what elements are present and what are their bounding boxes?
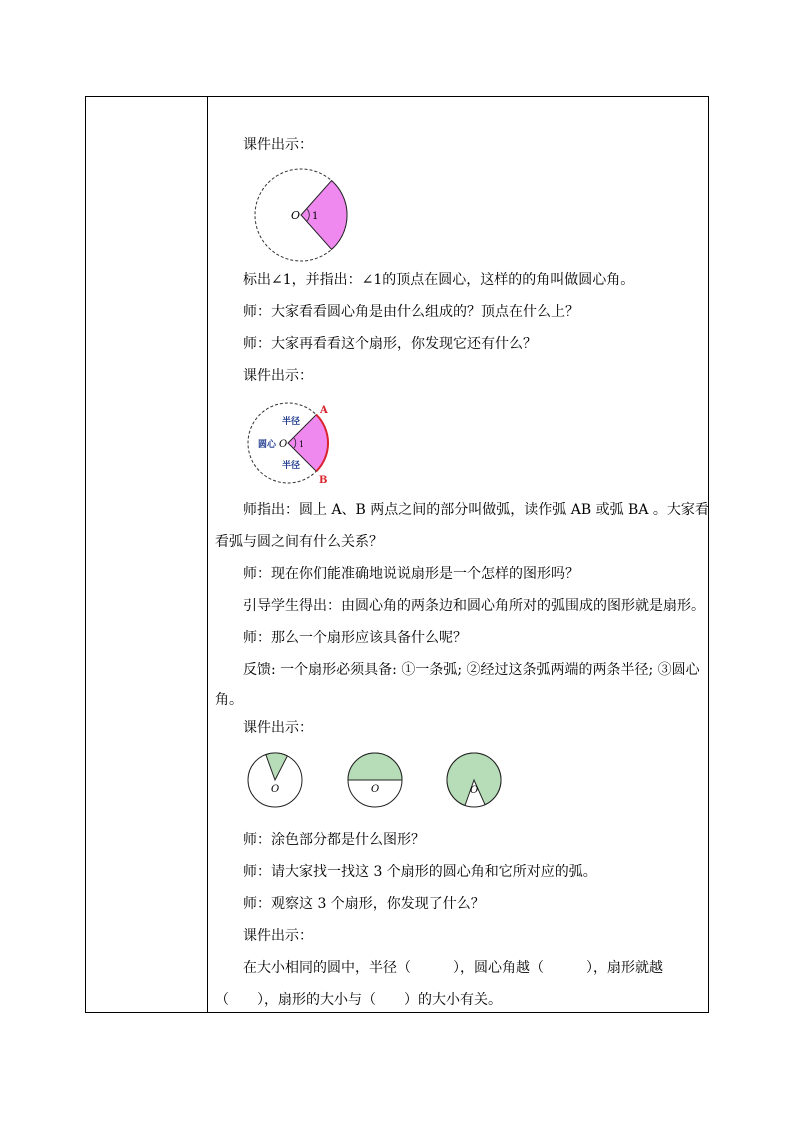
- center-o-label-2: O: [279, 439, 288, 450]
- sector-figure-3: [246, 750, 508, 810]
- angle-1-label-2: 1: [299, 440, 305, 449]
- courseware-label-1: 课件出示：: [243, 137, 313, 153]
- courseware-label-4: 课件出示：: [243, 928, 313, 944]
- line-question-3: 师：现在你们能准确地说说扇形是一个怎样的图形吗？: [243, 566, 579, 582]
- line-arc-definition-b: 看弧与圆之间有什么关系？: [215, 534, 383, 550]
- point-b-label: B: [319, 475, 328, 486]
- sector-figure-1: [250, 166, 354, 264]
- angle-1-label: 1: [312, 211, 319, 222]
- line-arc-definition-a: 师指出：圆上 A、B 两点之间的部分叫做弧，读作弧 AB 或弧 BA 。大家看: [243, 502, 709, 518]
- center-label: 圆心: [258, 440, 277, 450]
- circle-2-center: O: [371, 784, 380, 795]
- line-question-7: 师：观察这 3 个扇形，你发现了什么？: [243, 896, 485, 912]
- sector-figure-2: [244, 400, 344, 488]
- circle-3-center: O: [470, 785, 479, 796]
- radius-bottom-label: 半径: [282, 461, 301, 471]
- point-a-label: A: [320, 405, 328, 416]
- line-fill-blank-b: （ ），扇形的大小与（ ）的大小有关。: [215, 992, 502, 1008]
- line-question-4: 师：那么一个扇形应该具备什么呢？: [243, 630, 467, 646]
- circle-half-sector: [348, 753, 402, 807]
- circle-1-center: O: [271, 784, 280, 795]
- line-fill-blank-a: 在大小相同的圆中，半径（ ），圆心角越（ ），扇形就越: [243, 960, 663, 976]
- line-question-5: 师：涂色部分都是什么图形？: [243, 832, 425, 848]
- center-o-label: O: [291, 209, 301, 222]
- line-mark-angle: 标出∠1，并指出：∠1的顶点在圆心，这样的的角叫做圆心角。: [243, 272, 635, 288]
- line-question-6: 师：请大家找一找这 3 个扇形的圆心角和它所对应的弧。: [243, 864, 597, 880]
- circle-small-sector: [248, 753, 302, 807]
- radius-top-label: 半径: [282, 417, 301, 427]
- line-question-2: 师：大家再看看这个扇形，你发现它还有什么？: [243, 336, 537, 352]
- line-feedback-b: 角。: [215, 692, 243, 708]
- line-sector-definition: 引导学生得出：由圆心角的两条边和圆心角所对的弧围成的图形就是扇形。: [243, 598, 705, 614]
- column-divider: [207, 97, 208, 1012]
- line-question-1: 师：大家看看圆心角是由什么组成的？顶点在什么上？: [243, 304, 579, 320]
- courseware-label-3: 课件出示：: [243, 720, 313, 736]
- courseware-label-2: 课件出示：: [243, 368, 313, 384]
- circle-large-sector: [447, 753, 501, 807]
- line-feedback-a: 反馈: 一个扇形必须具备: ①一条弧; ②经过这条弧两端的两条半径; ③圆心: [243, 662, 700, 678]
